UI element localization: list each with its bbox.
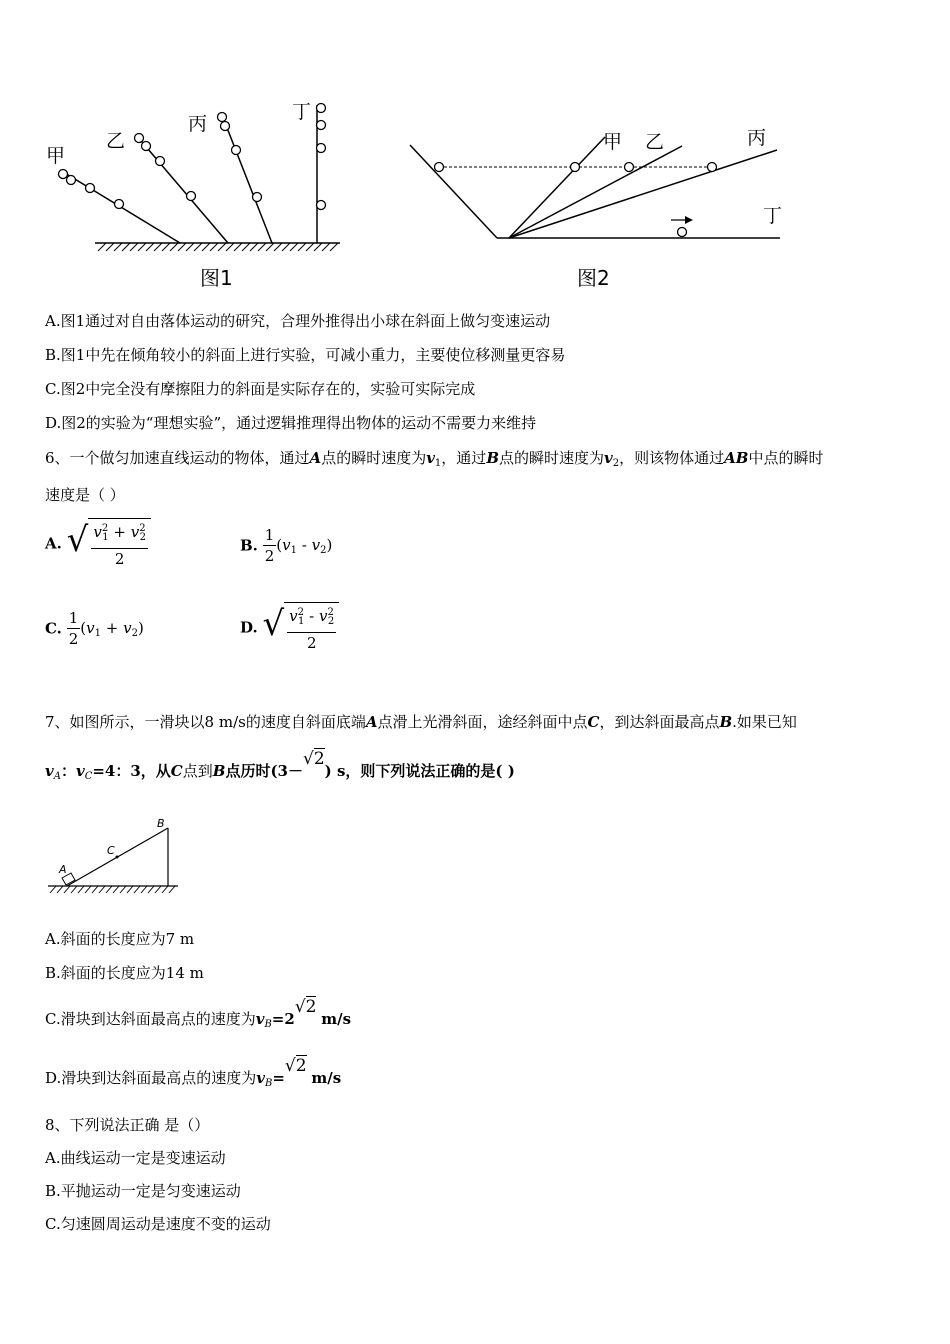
fig2-label-jia: 甲 (603, 131, 623, 153)
q6-stem-line2: 速度是（ ） (45, 486, 125, 504)
fig2-label-yi: 乙 (645, 131, 665, 153)
q7-incline-figure (45, 815, 185, 897)
q7-option-d: D.滑块到达斜面最高点的速度为$v_B=√2$ m/s (45, 1056, 342, 1089)
q6-stem-line1: 6、一个做匀加速直线运动的物体，通过A点的瞬时速度为$v_1$，通过B点的瞬时速度为$v_2$，则该物体通过AB中点的瞬时 (45, 449, 824, 469)
q8-option-b: B.平抛运动一定是匀变速运动 (45, 1182, 241, 1200)
fig2-label-bing: 丙 (747, 127, 767, 149)
q7-fig-label-b: B (157, 817, 165, 830)
q7-stem-line2: $v_A$：$v_C=4$：3，从C点到B点历时(3－√2) s，则下列说法正确的是( ) (45, 749, 515, 782)
q5-option-d: D.图2的实验为“理想实验”，通过逻辑推理得出物体的运动不需要力来维持 (45, 414, 537, 432)
q5-option-c: C.图2中完全没有摩擦阻力的斜面是实际存在的，实验可实际完成 (45, 380, 476, 398)
fig2-caption: 图2 (577, 266, 610, 290)
q7-option-b: B.斜面的长度应为14 m (45, 964, 204, 982)
q5-option-a: A.图1通过对自由落体运动的研究，合理外推得出小球在斜面上做匀变速运动 (45, 312, 551, 330)
q8-option-c: C.匀速圆周运动是速度不变的运动 (45, 1215, 271, 1233)
q6-option-b: B. $\frac{1}{2}$ $(v_1 - v_2)$ (240, 526, 333, 565)
q7-stem-line1: 7、如图所示，一滑块以8 m/s的速度自斜面底端A点滑上光滑斜面，途经斜面中点C，到达斜面最高点B.如果已知 (45, 713, 797, 731)
q7-option-c: C.滑块到达斜面最高点的速度为$v_B=2√2$ m/s (45, 997, 352, 1030)
figure-2 (405, 120, 795, 292)
fig2-label-ding: 丁 (763, 205, 783, 227)
q6-option-c: C. $\frac{1}{2}$ $(v_1 + v_2)$ (45, 609, 144, 648)
q7-fig-label-a: A (59, 863, 67, 876)
figure-1 (40, 95, 360, 290)
q5-option-b: B.图1中先在倾角较小的斜面上进行实验，可减小重力，主要使位移测量更容易 (45, 346, 566, 364)
q6-option-d: D. √ $\frac{v^2_1 - v^2_2}{2}$ (240, 602, 339, 653)
q7-fig-label-c: C (107, 844, 115, 857)
fig1-label-jia: 甲 (46, 145, 66, 167)
q7-option-a: A.斜面的长度应为7 m (45, 930, 195, 948)
fig1-caption: 图1 (200, 266, 233, 290)
q8-stem: 8、下列说法正确 是（） (45, 1116, 210, 1134)
q8-option-a: A.曲线运动一定是变速运动 (45, 1149, 226, 1167)
fig1-label-yi: 乙 (106, 130, 126, 152)
fig1-label-ding: 丁 (292, 101, 312, 123)
fig1-label-bing: 丙 (188, 113, 208, 135)
q6-option-a: A. √ $\frac{v^2_1 + v^2_2}{2}$ (45, 518, 151, 569)
